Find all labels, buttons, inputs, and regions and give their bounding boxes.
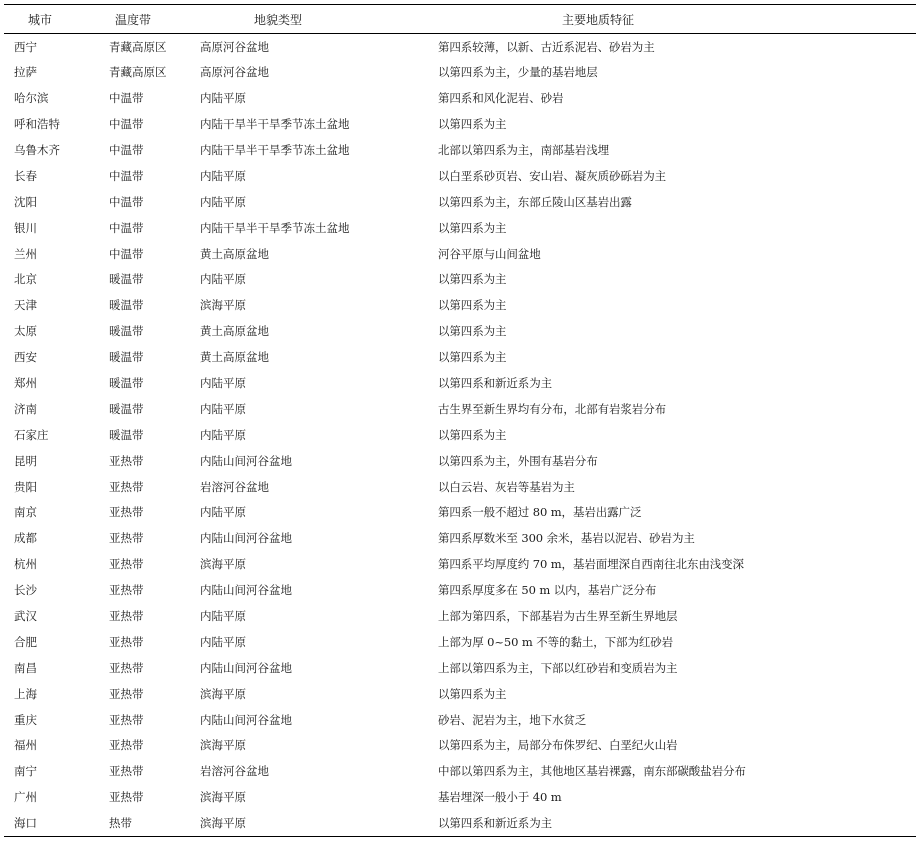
cell-geology-features: 上部为厚 0~50 m 不等的黏土，下部为红砂岩: [438, 634, 674, 649]
cell-temperature-zone: 暖温带: [109, 376, 144, 391]
cell-geology-features: 河谷平原与山间盆地: [438, 246, 541, 261]
cell-landform-type: 内陆干旱半干旱季节冻土盆地: [200, 117, 350, 132]
cell-landform-type: 滨海平原: [200, 790, 246, 805]
table-row: [4, 629, 916, 655]
table-row: [4, 370, 916, 396]
cell-landform-type: 内陆干旱半干旱季节冻土盆地: [200, 220, 350, 235]
cell-temperature-zone: 亚热带: [109, 531, 144, 546]
cell-geology-features: 以第四系为主: [438, 220, 507, 235]
cell-geology-features: 第四系平均厚度约 70 m，基岩面埋深自西南往北东由浅变深: [438, 557, 744, 572]
table-row: [4, 474, 916, 500]
cell-city: 重庆: [14, 712, 37, 727]
cell-landform-type: 内陆平原: [200, 401, 246, 416]
cell-city: 武汉: [14, 609, 37, 624]
cell-city: 海口: [4, 810, 103, 836]
cell-landform-type: 内陆干旱半干旱季节冻土盆地: [200, 143, 350, 157]
cell-city: 乌鲁木齐: [14, 143, 60, 157]
cell-city: 石家庄: [14, 427, 49, 442]
cell-city: 天津: [14, 298, 37, 313]
cell-city: 郑州: [14, 376, 37, 391]
cell-landform-type: 内陆山间河谷盆地: [200, 583, 292, 598]
cell-geology-features: 以第四系为主: [438, 686, 507, 701]
cell-geology-features: 以第四系为主: [438, 298, 507, 313]
table-header: [4, 5, 916, 34]
cell-geology-features: 以第四系为主，外围有基岩分布: [438, 453, 598, 468]
cell-temperature-zone: 亚热带: [109, 738, 144, 753]
cell-geology-features: 第四系厚度多在 50 m 以内，基岩广泛分布: [438, 583, 657, 598]
table-row: [4, 525, 916, 551]
cell-temperature-zone: 暖温带: [109, 272, 144, 287]
cell-landform-type: 内陆山间河谷盆地: [200, 660, 292, 675]
cell-geology-features: 第四系和风化泥岩、砂岩: [438, 91, 564, 106]
table-row: [4, 241, 916, 267]
cell-geology-features: 以第四系为主: [438, 272, 507, 287]
table-row: [4, 137, 916, 163]
cell-landform-type: 内陆山间河谷盆地: [200, 531, 292, 546]
table-row: [4, 577, 916, 603]
cell-geology-features: 以第四系为主: [438, 427, 507, 442]
cell-geology-features: 上部以第四系为主，下部以红砂岩和变质岩为主: [438, 660, 678, 675]
cell-landform-type: 高原河谷盆地: [200, 39, 269, 54]
cell-city: 哈尔滨: [14, 91, 49, 106]
cell-temperature-zone: 中温带: [109, 220, 144, 235]
cell-geology-features: 砂岩、泥岩为主，地下水贫乏: [438, 712, 587, 727]
table-row: [4, 85, 916, 111]
cell-landform-type: 内陆平原: [200, 91, 246, 106]
cell-city: 西安: [14, 350, 37, 365]
table-row: [4, 396, 916, 422]
cell-geology-features: 古生界至新生界均有分布，北部有岩浆岩分布: [438, 401, 666, 416]
cell-temperature-zone: 暖温带: [109, 324, 144, 339]
cell-temperature-zone: 亚热带: [109, 453, 144, 468]
cell-geology-features: 以第四系和新近系为主: [434, 810, 916, 836]
header-temperature-zone: 温度带: [103, 5, 196, 34]
table-row: [4, 267, 916, 293]
cell-city: 上海: [14, 686, 37, 701]
cell-landform-type: 内陆平原: [200, 168, 246, 183]
cell-geology-features: 中部以第四系为主，其他地区基岩裸露，南东部碳酸盐岩分布: [438, 764, 746, 779]
cell-city: 银川: [14, 220, 37, 235]
cell-temperature-zone: 暖温带: [109, 401, 144, 416]
cell-landform-type: 内陆山间河谷盆地: [200, 712, 292, 727]
cell-temperature-zone: 亚热带: [109, 479, 144, 494]
cell-landform-type: 黄土高原盆地: [200, 350, 269, 365]
table-row: [4, 189, 916, 215]
cell-city: 西宁: [14, 39, 37, 54]
cell-landform-type: 滨海平原: [200, 686, 246, 701]
cell-city: 太原: [14, 324, 37, 339]
cell-city: 南京: [14, 505, 37, 520]
cell-landform-type: 滨海平原: [200, 557, 246, 572]
cell-temperature-zone: 青藏高原区: [109, 39, 167, 54]
cell-temperature-zone: 暖温带: [109, 427, 144, 442]
cell-temperature-zone: 暖温带: [109, 350, 144, 365]
cell-city: 拉萨: [14, 65, 37, 80]
cell-geology-features: 以第四系为主，东部丘陵山区基岩出露: [438, 194, 632, 209]
table-row: [4, 163, 916, 189]
cell-landform-type: 内陆平原: [200, 634, 246, 649]
cell-temperature-zone: 亚热带: [109, 634, 144, 649]
cell-city: 北京: [14, 272, 37, 287]
cell-temperature-zone: 中温带: [109, 91, 144, 106]
cell-temperature-zone: 亚热带: [109, 764, 144, 779]
cell-temperature-zone: 亚热带: [109, 686, 144, 701]
table-row: [4, 215, 916, 241]
cell-temperature-zone: 中温带: [109, 117, 144, 132]
table-row: [4, 551, 916, 577]
cell-landform-type: 黄土高原盆地: [200, 324, 269, 339]
cell-geology-features: 以第四系和新近系为主: [438, 376, 552, 391]
cell-temperature-zone: 亚热带: [109, 557, 144, 572]
cell-temperature-zone: 青藏高原区: [109, 65, 167, 80]
cell-temperature-zone: 亚热带: [109, 660, 144, 675]
table-row: [4, 422, 916, 448]
cell-geology-features: 以白垩系砂页岩、安山岩、凝灰质砂砾岩为主: [438, 168, 666, 183]
table-row: [4, 707, 916, 733]
table-row: [4, 784, 916, 810]
cell-city: 南宁: [14, 764, 37, 779]
cell-landform-type: 内陆平原: [200, 505, 246, 520]
cell-temperature-zone: 亚热带: [109, 505, 144, 520]
cell-geology-features: 第四系一般不超过 80 m，基岩出露广泛: [438, 505, 642, 520]
header-row: [4, 5, 916, 34]
cell-city: 昆明: [14, 453, 37, 468]
cell-landform-type: 岩溶河谷盆地: [200, 764, 269, 779]
header-landform-type: 地貌类型: [196, 5, 434, 34]
cell-city: 长沙: [14, 583, 37, 598]
cell-city: 广州: [14, 790, 37, 805]
cell-temperature-zone: 亚热带: [109, 609, 144, 624]
cell-landform-type: 内陆平原: [200, 272, 246, 287]
cell-geology-features: 基岩埋深一般小于 40 m: [438, 790, 562, 805]
cell-city: 成都: [14, 531, 37, 546]
cell-geology-features: 以第四系为主: [438, 324, 507, 339]
cell-temperature-zone: 亚热带: [109, 712, 144, 727]
cell-city: 杭州: [14, 557, 37, 572]
cell-temperature-zone: 亚热带: [109, 583, 144, 598]
cell-temperature-zone: 中温带: [109, 168, 144, 183]
cell-landform-type: 岩溶河谷盆地: [200, 479, 269, 494]
cell-landform-type: 滨海平原: [200, 738, 246, 753]
cell-city: 长春: [14, 168, 37, 183]
cell-geology-features: 以白云岩、灰岩等基岩为主: [438, 479, 575, 494]
table-row: [4, 810, 916, 836]
cell-landform-type: 滨海平原: [196, 810, 434, 836]
cell-geology-features: 以第四系为主: [438, 117, 507, 132]
cell-landform-type: 滨海平原: [200, 298, 246, 313]
cell-temperature-zone: 亚热带: [109, 790, 144, 805]
cell-geology-features: 以第四系为主: [438, 350, 507, 365]
cell-geology-features: 以第四系为主，局部分布侏罗纪、白垩纪火山岩: [438, 738, 678, 753]
table-row: [4, 655, 916, 681]
cell-city: 兰州: [14, 246, 37, 261]
cell-geology-features: 第四系厚数米至 300 余米，基岩以泥岩、砂岩为主: [438, 531, 695, 546]
table-row: [4, 758, 916, 784]
cell-landform-type: 高原河谷盆地: [200, 65, 269, 80]
table-row: [4, 500, 916, 526]
cell-landform-type: 黄土高原盆地: [200, 246, 269, 261]
cell-landform-type: 内陆平原: [200, 376, 246, 391]
table-row: [4, 318, 916, 344]
table-row: [4, 733, 916, 759]
table-row: [4, 34, 916, 60]
cell-landform-type: 内陆平原: [200, 609, 246, 624]
header-city: 城市: [4, 5, 103, 34]
table-body: [4, 34, 916, 837]
cell-geology-features: 北部以第四系为主，南部基岩浅埋: [438, 143, 609, 157]
table-row: [4, 603, 916, 629]
cell-geology-features: 以第四系为主，少量的基岩地层: [438, 65, 598, 80]
table-row: [4, 681, 916, 707]
header-geology-features: 主要地质特征: [434, 5, 916, 34]
table-row: [4, 344, 916, 370]
cell-city: 沈阳: [14, 194, 37, 209]
city-geology-table: [4, 4, 916, 837]
cell-temperature-zone: 暖温带: [109, 298, 144, 313]
cell-city: 南昌: [14, 660, 37, 675]
cell-temperature-zone: 中温带: [109, 143, 144, 157]
cell-city: 贵阳: [14, 479, 37, 494]
cell-temperature-zone: 中温带: [109, 246, 144, 261]
table-row: [4, 292, 916, 318]
cell-temperature-zone: 热带: [103, 810, 196, 836]
cell-city: 济南: [14, 401, 37, 416]
cell-geology-features: 上部为第四系，下部基岩为古生界至新生界地层: [438, 609, 678, 624]
cell-geology-features: 第四系较薄，以新、古近系泥岩、砂岩为主: [438, 39, 655, 54]
cell-city: 福州: [14, 738, 37, 753]
table-row: [4, 111, 916, 137]
cell-temperature-zone: 中温带: [109, 194, 144, 209]
cell-landform-type: 内陆平原: [200, 194, 246, 209]
cell-landform-type: 内陆平原: [200, 427, 246, 442]
table-row: [4, 59, 916, 85]
cell-city: 合肥: [14, 634, 37, 649]
cell-city: 呼和浩特: [14, 117, 60, 132]
cell-landform-type: 内陆山间河谷盆地: [200, 453, 292, 468]
table-row: [4, 448, 916, 474]
